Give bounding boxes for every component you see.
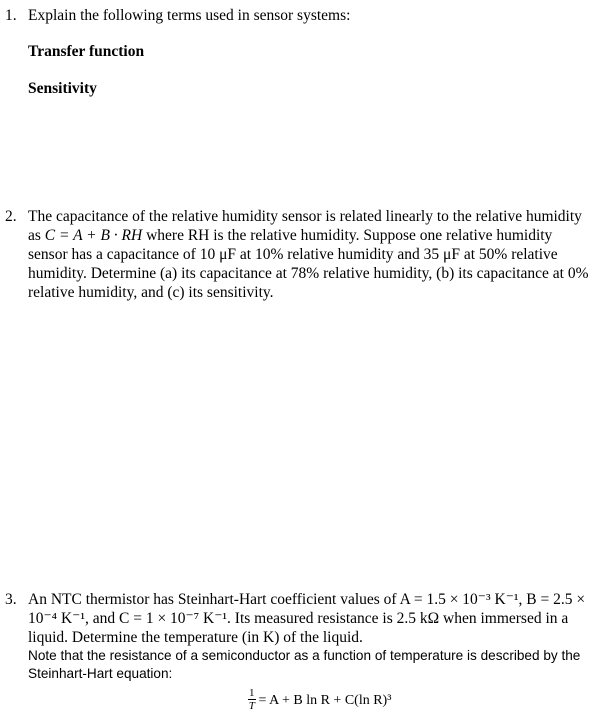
- linear-formula: C = A + B · RH: [44, 227, 143, 244]
- fraction-numerator: 1: [249, 687, 255, 699]
- question-line: An NTC thermistor has Steinhart-Hart coefficient values of A = 1.5 × 10⁻³ K⁻¹, B = 2.5 ×: [28, 591, 586, 608]
- term-transfer-function: Transfer function: [28, 43, 145, 60]
- steinhart-hart-equation: [248, 688, 391, 712]
- equation-fraction: [248, 688, 256, 712]
- question-text: Explain the following terms used in sensor systems:: [28, 7, 351, 24]
- question-line: The capacitance of the relative humidity sensor is related linearly to the relative humidity: [28, 208, 582, 225]
- question-number: 2.: [5, 208, 17, 225]
- question-line: sensor has a capacitance of 10 μF at 10% relative humidity and 35 μF at 50% relative: [28, 246, 558, 263]
- question-line: 10⁻⁴ K⁻¹, and C = 1 × 10⁻⁷ K⁻¹. Its measured resistance is 2.5 kΩ when immersed in a: [28, 610, 569, 627]
- question-number: 3.: [5, 591, 17, 608]
- note-line: Note that the resistance of a semiconductor as a function of temperature is described by the: [28, 648, 581, 663]
- question-line: liquid. Determine the temperature (in K) of the liquid.: [28, 629, 363, 646]
- question-body: [28, 207, 609, 302]
- question-body: [28, 6, 609, 97]
- note-line: Steinhart-Hart equation:: [28, 666, 173, 681]
- fraction-denominator: T: [248, 700, 255, 712]
- question-line: relative humidity, and (c) its sensitivity.: [28, 284, 274, 301]
- equation-rhs: = A + B ln R + C(ln R)³: [258, 692, 392, 708]
- question-line: as C = A + B · RH where RH is the relative humidity. Suppose one relative humidity: [28, 227, 553, 244]
- question-number: 1.: [5, 7, 17, 24]
- question-line: humidity. Determine (a) its capacitance at 78% relative humidity, (b) its capacitance at 0%: [28, 265, 589, 282]
- term-sensitivity: Sensitivity: [28, 80, 97, 97]
- question-body: [28, 590, 609, 683]
